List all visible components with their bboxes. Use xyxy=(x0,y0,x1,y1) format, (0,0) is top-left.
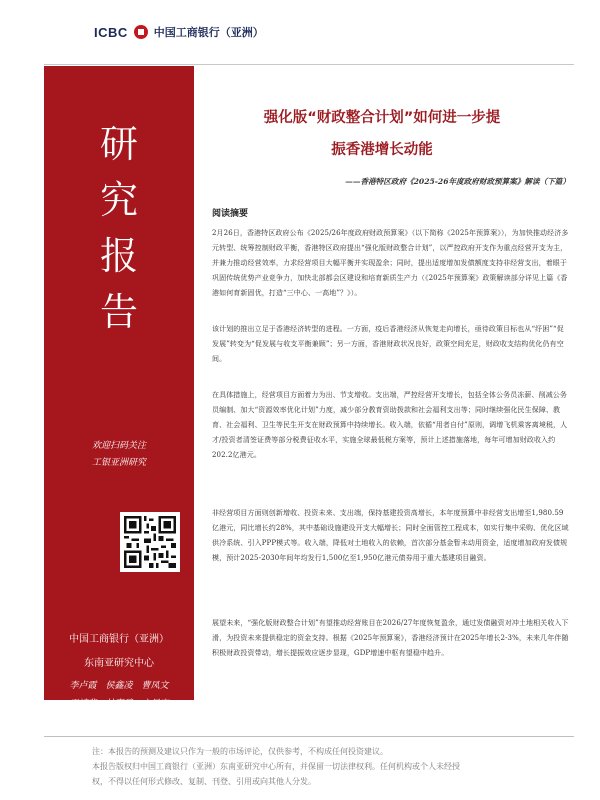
copyright-line: 本报告版权归中国工商银行（亚洲）东南亚研究中心所有，并保留一切法律权利。任何机构或个人未经授 xyxy=(92,762,460,771)
footer-divider xyxy=(44,736,574,737)
scan-prompt-line2: 工银亚洲研究 xyxy=(91,458,146,468)
vertical-title-char: 告 xyxy=(99,290,138,334)
summary-paragraph: 在具体措施上，经营项目方面着力为出、节支增收。支出端，严控经营开支增长，包括全体公务员冻薪、削减公务员编制、加大“资源效率优化计划”力度，减少部分教育资助拨款和社会福利支出等；同时继续强化民生保障、教育、社会福利、卫生等民生开支在财政预算中持续增长。收入端，依循“用者自付”原则，调增飞机乘客离境税，人才/投资者清签证费等部分税费征收水平，实施全球最低税方案等，预计上述措施落地，每年可增加财政收入约202.2亿港元。 xyxy=(212,391,568,459)
red-sidebar xyxy=(44,66,194,709)
org-department: 东南亚研究中心 xyxy=(84,658,154,669)
icbc-emblem-icon xyxy=(134,25,148,39)
vertical-title-char: 报 xyxy=(99,234,138,278)
report-title-line2: 振香港增长动能 xyxy=(331,142,433,158)
authors-line: 李卢霞 侯鑫凌 曹凤文 xyxy=(69,681,169,691)
scan-prompt-line1: 欢迎扫码关注 xyxy=(91,441,146,451)
section-heading: 阅读摘要 xyxy=(212,209,249,219)
page-header xyxy=(0,0,600,66)
authors-line: 王靖斐 林嘉碧 文晨宇 xyxy=(69,699,169,709)
report-title xyxy=(212,102,552,166)
qr-code-icon xyxy=(124,516,176,568)
report-title-line1: 强化版“财政整合计划”如何进一步提 xyxy=(263,110,501,126)
org-name: 中国工商银行（亚洲） xyxy=(69,634,169,645)
bank-name: 中国工商银行（亚洲） xyxy=(153,26,264,39)
report-subtitle: ——香港特区政府《2025-26年度政府财政预算案》解读（下篇） xyxy=(345,177,570,186)
icbc-logo xyxy=(94,24,264,40)
summary-paragraph: 非经营项目方面则创新增收、投资未来、支出端，保持基建投资高增长，本年度预算中非经营支出增至1,980.59亿港元，同比增长约28%，其中基础设施建设开支大幅增长；同时全面管控工程成本，如实行集中采购、优化区域供冷系统、引入PPP模式等。收入端，降低对土地收入的依赖，首次部分基金暂未动用资金，适度增加政府发债规模，预计2025-2030年间年均发行1,500亿至1,950亿港元债券用于重大基建项目融资。 xyxy=(212,509,569,562)
summary-paragraph: 展望未来，“强化版财政整合计划”有望推动经营账目在2026/27年度恢复盈余，通过发债融资对冲土地相关收入下滑，为投资未来提供稳定的资金支持。根据《2025年预算案》，香港经济预计在2025年增长2-3%，未来几年伴随积极财政投资带动，增长提振效应逐步显现，GDP增速中枢有望稳中趋升。 xyxy=(212,619,569,657)
summary-paragraph: 2月26日，香港特区政府公布《2025/26年度政府财政预算案》（以下简称《2025年预算案》），为加快推动经济多元转型、统筹控制财政平衡，香港特区政府提出“强化版财政整合计划”，以严控政府开支作为重点经营开支为主，并兼力推动经营效率，力求经营项目大幅平衡并实现盈余；同时，提出适度增加发债额度支持非经营支出，着眼于巩固传统优势产业竞争力，加快北部都会区建设和培育新质生产力（《2025年预算案》政策解读部分详见上篇《香港如何育新固优，打造“三中心、一高地”？》）。 xyxy=(212,229,569,297)
vertical-title-char: 究 xyxy=(99,178,138,222)
vertical-report-title xyxy=(44,116,194,340)
header-divider xyxy=(44,64,574,65)
logo-text: ICBC xyxy=(94,24,128,40)
qr-code[interactable] xyxy=(120,512,180,572)
summary-paragraph: 该计划的推出立足于香港经济转型的进程。一方面，疫后香港经济从恢复走向增长，亟待政策目标也从“纾困”“促发展”转变为“促发展与收支平衡兼顾”；另一方面，香港财政状况良好，政策空间充足，财政收支结构优化仍有空间。 xyxy=(212,325,564,363)
scan-prompt xyxy=(44,438,194,472)
copyright-line: 权，不得以任何形式修改、复制、刊登、引用或向其他人分发。 xyxy=(92,777,316,786)
disclaimer-line: 注：本报告的预测及建议只作为一般的市场评论，仅供参考，不构成任何投资建议。 xyxy=(92,747,388,756)
vertical-title-char: 研 xyxy=(99,122,138,166)
